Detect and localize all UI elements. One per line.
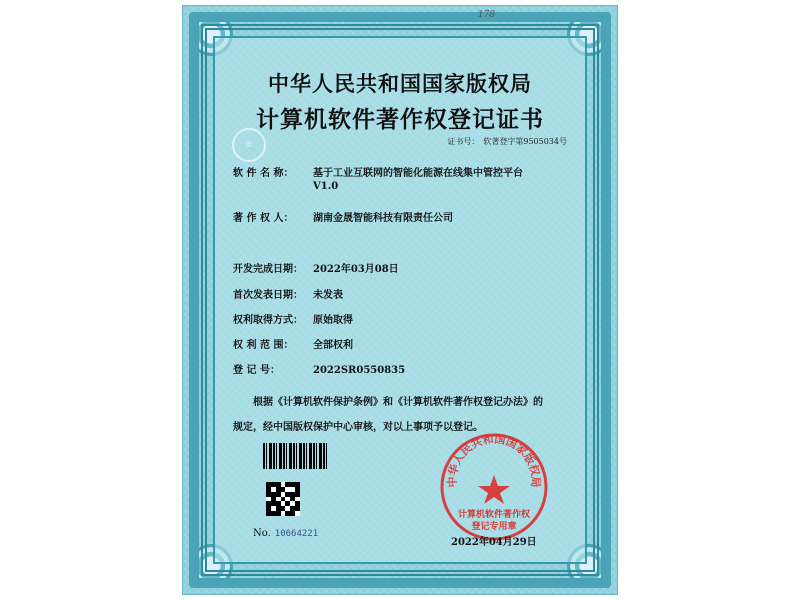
seal-ring-text: 中华人民共和国国家版权局 (445, 432, 543, 488)
field-label: 开发完成日期： (233, 264, 303, 275)
field-rights-scope (233, 336, 353, 351)
field-label: 登 记 号： (233, 365, 280, 376)
field-label: 著 作 权 人： (233, 213, 294, 224)
certificate-number (443, 136, 567, 147)
acquire-value: 原始取得 (313, 315, 353, 326)
statement-line-1: 根据《计算机软件保护条例》和《计算机软件著作权登记办法》的 (253, 397, 543, 408)
certificate-number-label: 证书号： (447, 137, 480, 146)
serial-label: No. (253, 528, 271, 539)
star-icon (478, 475, 510, 504)
publish-value: 未发表 (313, 290, 343, 301)
owner-value: 湖南金晟智能科技有限责任公司 (313, 213, 453, 224)
field-label: 权 利 范 围： (233, 340, 294, 351)
statement-line-2: 规定，经中国版权保护中心审核，对以上事项予以登记。 (233, 422, 483, 433)
field-registration-number (233, 361, 405, 376)
field-dev-date (233, 260, 399, 275)
certificate (183, 6, 617, 594)
handwritten-note: 178 (477, 10, 495, 20)
field-software-name (233, 164, 523, 192)
registration-number-value: 2022SR0550835 (313, 365, 406, 376)
copyright-watermark-icon: © (232, 128, 266, 162)
seal-line-2: 登记专用章 (471, 522, 517, 532)
software-name-value: 基于工业互联网的智能化能源在线集中管控平台 (313, 168, 523, 179)
barcode-icon (263, 443, 329, 469)
field-label: 首次发表日期： (233, 290, 303, 301)
field-owner (233, 209, 453, 224)
dev-date-value: 2022年03月08日 (313, 264, 399, 275)
official-seal (438, 431, 550, 543)
certificate-number-value: 软著登字第9505034号 (483, 137, 567, 146)
field-acquire-method (233, 311, 353, 326)
field-label: 软 件 名 称： (233, 168, 294, 179)
scope-value: 全部权利 (313, 340, 353, 351)
seal-line-1: 计算机软件著作权 (457, 510, 531, 520)
serial-number (253, 528, 318, 539)
issuing-authority: 中华人民共和国国家版权局 (268, 71, 532, 96)
issue-date: 2022年04月29日 (451, 537, 537, 548)
certificate-title: 计算机软件著作权登记证书 (256, 106, 544, 133)
software-version-value: V1.0 (313, 181, 339, 192)
field-label: 权利取得方式： (233, 315, 303, 326)
qr-code-icon (266, 482, 300, 516)
serial-value: 10664221 (274, 529, 319, 539)
field-publish-date (233, 286, 343, 301)
